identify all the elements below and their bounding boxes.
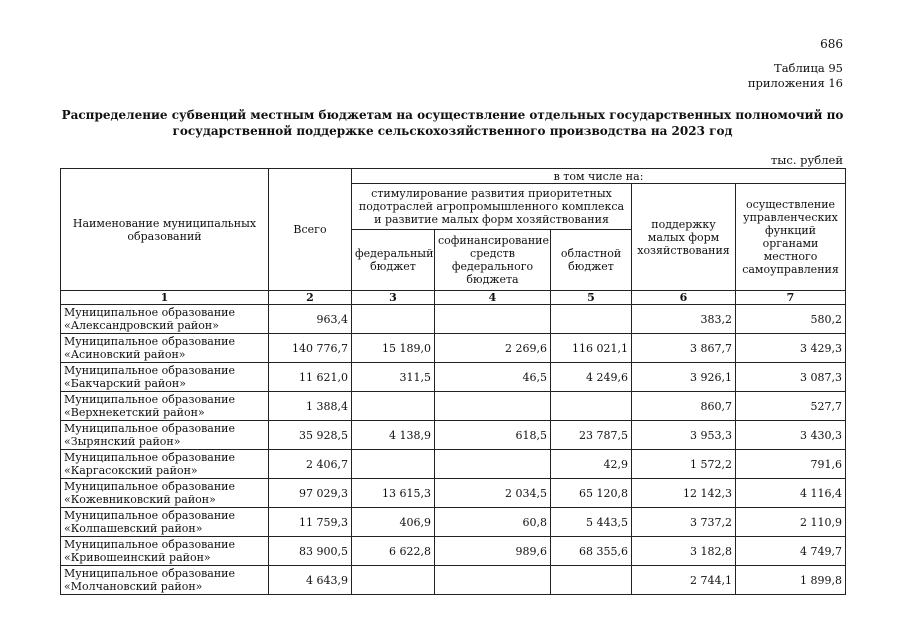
cell-management: 3 430,3 bbox=[736, 421, 846, 450]
cell-cofinancing bbox=[435, 450, 551, 479]
header-federal: федеральный бюджет bbox=[352, 230, 435, 291]
cell-federal: 13 615,3 bbox=[352, 479, 435, 508]
cell-management: 4 749,7 bbox=[736, 537, 846, 566]
table-row bbox=[61, 421, 846, 450]
cell-cofinancing: 46,5 bbox=[435, 363, 551, 392]
cell-total: 2 406,7 bbox=[269, 450, 352, 479]
cell-regional bbox=[551, 566, 632, 595]
cell-federal: 4 138,9 bbox=[352, 421, 435, 450]
municipality-title: «Асиновский район» bbox=[64, 348, 186, 361]
cell-management: 527,7 bbox=[736, 392, 846, 421]
municipality-type: Муниципальное образование bbox=[64, 335, 236, 348]
municipality-title: «Александровский район» bbox=[64, 319, 219, 332]
cell-regional bbox=[551, 392, 632, 421]
table-row bbox=[61, 450, 846, 479]
cell-cofinancing: 2 269,6 bbox=[435, 334, 551, 363]
cell-regional bbox=[551, 305, 632, 334]
table-row bbox=[61, 508, 846, 537]
header-name: Наименование муниципальных образований bbox=[61, 169, 269, 291]
cell-small-forms: 2 744,1 bbox=[632, 566, 736, 595]
header-including: в том числе на: bbox=[352, 169, 846, 184]
cell-regional: 5 443,5 bbox=[551, 508, 632, 537]
cell-total: 97 029,3 bbox=[269, 479, 352, 508]
appendix-label: приложения 16 bbox=[747, 76, 843, 90]
cell-municipality bbox=[61, 450, 269, 479]
cell-municipality bbox=[61, 392, 269, 421]
cell-small-forms: 12 142,3 bbox=[632, 479, 736, 508]
cell-municipality bbox=[61, 421, 269, 450]
municipality-type: Муниципальное образование bbox=[64, 393, 236, 406]
cell-small-forms: 860,7 bbox=[632, 392, 736, 421]
table-row bbox=[61, 334, 846, 363]
cell-federal bbox=[352, 566, 435, 595]
cell-cofinancing: 60,8 bbox=[435, 508, 551, 537]
cell-cofinancing: 989,6 bbox=[435, 537, 551, 566]
cell-small-forms: 383,2 bbox=[632, 305, 736, 334]
column-number: 3 bbox=[352, 291, 435, 305]
cell-federal bbox=[352, 450, 435, 479]
municipality-type: Муниципальное образование bbox=[64, 567, 236, 580]
municipality-title: «Кривошеинский район» bbox=[64, 551, 211, 564]
column-number: 1 bbox=[61, 291, 269, 305]
cell-total: 83 900,5 bbox=[269, 537, 352, 566]
cell-management: 4 116,4 bbox=[736, 479, 846, 508]
table-row bbox=[61, 537, 846, 566]
cell-cofinancing bbox=[435, 392, 551, 421]
cell-federal: 6 622,8 bbox=[352, 537, 435, 566]
cell-small-forms: 3 182,8 bbox=[632, 537, 736, 566]
cell-municipality bbox=[61, 305, 269, 334]
cell-small-forms: 3 737,2 bbox=[632, 508, 736, 537]
cell-management: 580,2 bbox=[736, 305, 846, 334]
cell-federal bbox=[352, 392, 435, 421]
municipality-title: «Бакчарский район» bbox=[64, 377, 186, 390]
document-title: Распределение субвенций местным бюджетам на осуществление отдельных государственных полномочий по государственной поддержке сельскохозяйственного производства на 2023 год bbox=[61, 108, 844, 138]
cell-cofinancing: 618,5 bbox=[435, 421, 551, 450]
municipality-type: Муниципальное образование bbox=[64, 538, 236, 551]
municipality-title: «Кожевниковский район» bbox=[64, 493, 216, 506]
cell-regional: 23 787,5 bbox=[551, 421, 632, 450]
cell-small-forms: 3 867,7 bbox=[632, 334, 736, 363]
municipality-type: Муниципальное образование bbox=[64, 422, 236, 435]
header-group-agro: стимулирование развития приоритетных подотраслей агропромышленного комплекса и развитие малых форм хозяйствования bbox=[352, 184, 632, 230]
table-body bbox=[61, 305, 846, 595]
cell-management: 1 899,8 bbox=[736, 566, 846, 595]
table-row bbox=[61, 363, 846, 392]
municipality-type: Муниципальное образование bbox=[64, 509, 236, 522]
municipality-title: «Верхнекетский район» bbox=[64, 406, 205, 419]
page-number: 686 bbox=[820, 37, 843, 51]
cell-municipality bbox=[61, 508, 269, 537]
table-reference bbox=[748, 61, 843, 91]
cell-management: 2 110,9 bbox=[736, 508, 846, 537]
cell-municipality bbox=[61, 537, 269, 566]
cell-small-forms: 3 953,3 bbox=[632, 421, 736, 450]
column-number: 2 bbox=[269, 291, 352, 305]
cell-total: 1 388,4 bbox=[269, 392, 352, 421]
subsidy-table bbox=[60, 168, 846, 595]
municipality-type: Муниципальное образование bbox=[64, 480, 236, 493]
table-row bbox=[61, 305, 846, 334]
table-row bbox=[61, 392, 846, 421]
cell-regional: 4 249,6 bbox=[551, 363, 632, 392]
cell-cofinancing bbox=[435, 566, 551, 595]
table-number: Таблица 95 bbox=[774, 61, 843, 75]
municipality-title: «Колпашевский район» bbox=[64, 522, 203, 535]
cell-regional: 42,9 bbox=[551, 450, 632, 479]
table-row bbox=[61, 479, 846, 508]
cell-municipality bbox=[61, 566, 269, 595]
cell-total: 11 621,0 bbox=[269, 363, 352, 392]
municipality-title: «Зырянский район» bbox=[64, 435, 181, 448]
municipality-title: «Молчановский район» bbox=[64, 580, 203, 593]
cell-management: 791,6 bbox=[736, 450, 846, 479]
cell-federal: 311,5 bbox=[352, 363, 435, 392]
column-number: 4 bbox=[435, 291, 551, 305]
header-total: Всего bbox=[269, 169, 352, 291]
cell-total: 4 643,9 bbox=[269, 566, 352, 595]
cell-management: 3 429,3 bbox=[736, 334, 846, 363]
cell-total: 963,4 bbox=[269, 305, 352, 334]
cell-total: 35 928,5 bbox=[269, 421, 352, 450]
cell-regional: 65 120,8 bbox=[551, 479, 632, 508]
cell-federal bbox=[352, 305, 435, 334]
cell-small-forms: 3 926,1 bbox=[632, 363, 736, 392]
cell-management: 3 087,3 bbox=[736, 363, 846, 392]
cell-total: 140 776,7 bbox=[269, 334, 352, 363]
municipality-type: Муниципальное образование bbox=[64, 451, 236, 464]
header-small-forms: поддержку малых форм хозяйствования bbox=[632, 184, 736, 291]
column-number: 7 bbox=[736, 291, 846, 305]
column-number: 6 bbox=[632, 291, 736, 305]
municipality-type: Муниципальное образование bbox=[64, 306, 236, 319]
cell-regional: 116 021,1 bbox=[551, 334, 632, 363]
cell-municipality bbox=[61, 363, 269, 392]
cell-regional: 68 355,6 bbox=[551, 537, 632, 566]
table-row bbox=[61, 566, 846, 595]
header-regional: областной бюджет bbox=[551, 230, 632, 291]
municipality-type: Муниципальное образование bbox=[64, 364, 236, 377]
units-label: тыс. рублей bbox=[770, 153, 843, 167]
cell-federal: 15 189,0 bbox=[352, 334, 435, 363]
cell-cofinancing: 2 034,5 bbox=[435, 479, 551, 508]
header-management: осуществление управленческих функций органами местного самоуправления bbox=[736, 184, 846, 291]
column-number: 5 bbox=[551, 291, 632, 305]
header-cofinancing: софинансирование средств федерального бюджета bbox=[435, 230, 551, 291]
municipality-title: «Каргасокский район» bbox=[64, 464, 198, 477]
cell-municipality bbox=[61, 334, 269, 363]
cell-cofinancing bbox=[435, 305, 551, 334]
cell-federal: 406,9 bbox=[352, 508, 435, 537]
cell-municipality bbox=[61, 479, 269, 508]
cell-total: 11 759,3 bbox=[269, 508, 352, 537]
cell-small-forms: 1 572,2 bbox=[632, 450, 736, 479]
